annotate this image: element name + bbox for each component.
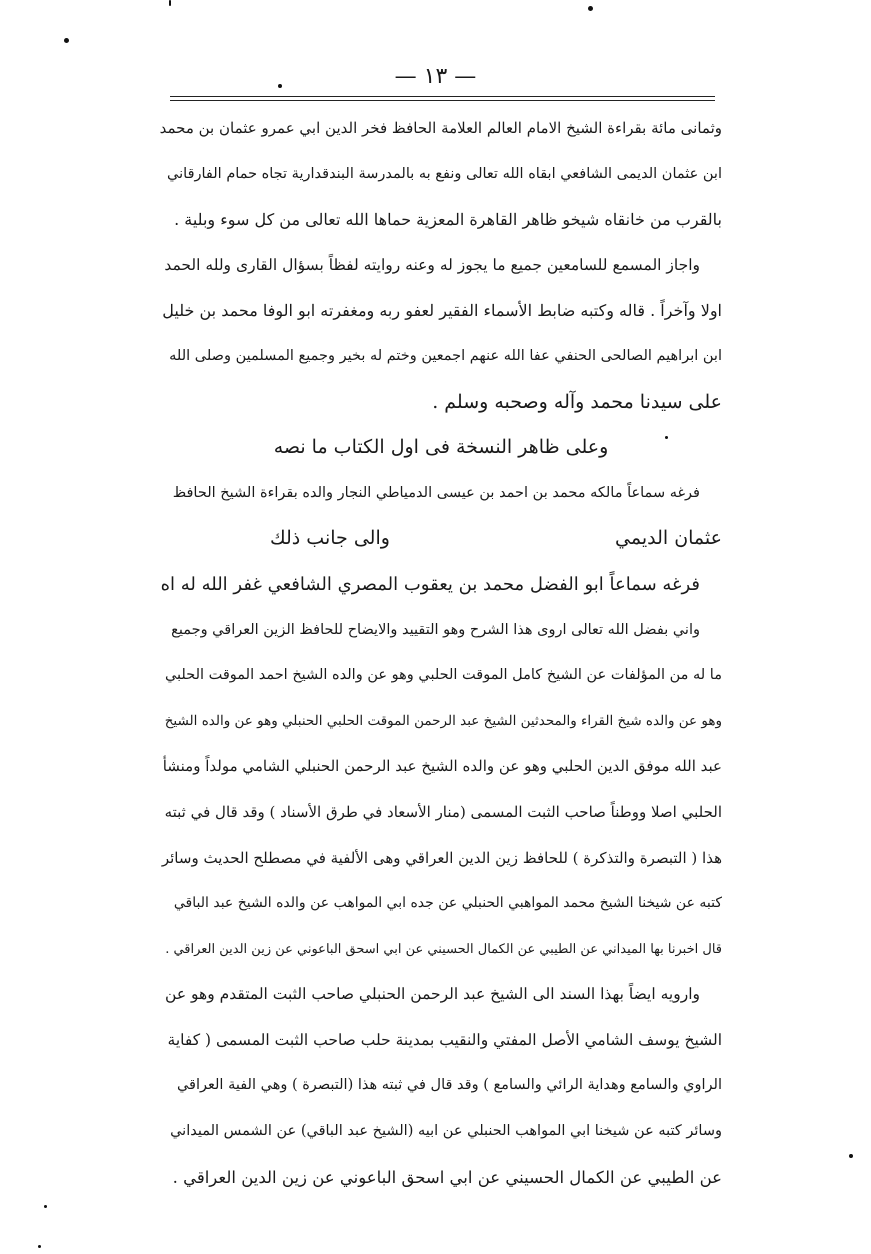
text-line: عبد الله موفق الدين الحلبي وهو عن والده الشيخ عبد الرحمن الحنبلي الشامي مولداً ومنشأ xyxy=(162,757,722,776)
scan-speck xyxy=(169,0,171,6)
text-line: فرغه سماعاً مالكه محمد بن احمد بن عيسى الدمياطي النجار والده بقراءة الشيخ الحافظ xyxy=(172,484,700,501)
section-heading: وعلى ظاهر النسخة فى اول الكتاب ما نصه xyxy=(273,436,609,459)
text-line: اولا وآخراً . قاله وكتبه ضابط الأسماء الفقير لعفو ربه ومغفرته ابو الوفا محمد بن خليل xyxy=(162,301,722,321)
text-line: وسائر كتبه عن شيخنا ابي المواهب الحنبلي عن ابيه (الشيخ عبد الباقي) عن الشمس الميداني xyxy=(170,1123,722,1140)
text-line: ابن عثمان الديمى الشافعي ابقاه الله تعالى ونفع به بالمدرسة البندقدارية تجاه حمام الفارقاني xyxy=(167,165,722,182)
text-line: وثمانى مائة بقراءة الشيخ الامام العالم العلامة الحافظ فخر الدين ابي عمرو عثمان بن محمد xyxy=(160,119,722,137)
text-line: عن الطيبي عن الكمال الحسيني عن ابي اسحق الباعوني عن زين الدين العراقي . xyxy=(172,1167,722,1187)
text-line: ابن ابراهيم الصالحى الحنفي عفا الله عنهم اجمعين وختم له بخير وجميع المسلمين وصلى الله xyxy=(169,347,722,364)
text-line: وارويه ايضاً بهذا السند الى الشيخ عبد الرحمن الحنبلي صاحب الثبت المتقدم وهو عن xyxy=(165,985,700,1004)
text-line: على سيدنا محمد وآله وصحبه وسلم . xyxy=(432,390,722,413)
header-rule-thin xyxy=(170,100,715,101)
text-segment: والى جانب ذلك xyxy=(270,527,390,550)
text-line: وهو عن والده شيخ القراء والمحدثين الشيخ عبد الرحمن الموقت الحلبي الحنبلي وهو عن والده الشيخ xyxy=(164,712,722,729)
text-line: واني بفضل الله تعالى اروى هذا الشرح وهو التقييد والايضاح للحافظ الزين العراقي وجميع xyxy=(171,621,700,638)
text-line: كتبه عن شيخنا الشيخ محمد المواهبي الحنبلي عن جده ابي المواهب عن والده الشيخ عبد الباقي xyxy=(173,895,722,912)
page-number: — ١٣ — xyxy=(394,64,477,89)
scan-speck xyxy=(588,6,593,11)
text-line: الحلبي اصلا ووطناً صاحب الثبت المسمى (منار الأسعاد في طرق الأسناد ) وقد قال في ثبته xyxy=(164,802,722,821)
text-line: واجاز المسمع للسامعين جميع ما يجوز له وعنه روايته لفظاً بسؤال القارى ولله الحمد xyxy=(164,255,700,274)
text-line: هذا ( التبصرة والتذكرة ) للحافظ زين الدين العراقي وهى الألفية في مصطلح الحديث وسائر xyxy=(161,848,722,867)
header-rule xyxy=(170,96,715,97)
body-text xyxy=(160,106,722,1200)
text-line: قال اخبرنا بها الميداني عن الطيبي عن الكمال الحسيني عن ابي اسحق الباعوني عن زين الدين العراقي . xyxy=(165,941,722,957)
scan-speck xyxy=(64,38,69,43)
scan-speck xyxy=(849,1154,853,1158)
text-line: فرغه سماعاً ابو الفضل محمد بن يعقوب المصري الشافعي غفر الله له اه xyxy=(160,573,700,595)
scan-speck xyxy=(665,436,668,439)
scan-speck xyxy=(38,1245,41,1248)
text-segment: عثمان الديمي xyxy=(615,527,722,550)
text-line: الشيخ يوسف الشامي الأصل المفتي والنقيب بمدينة حلب صاحب الثبت المسمى ( كفاية xyxy=(167,1030,722,1049)
text-line: بالقرب من خانقاه شيخو ظاهر القاهرة المعزية حماها الله تعالى من كل سوء وبلية . xyxy=(174,210,722,230)
text-line-split xyxy=(160,516,722,562)
text-line: ما له من المؤلفات عن الشيخ كامل الموقت الحلبي وهو عن والده الشيخ احمد الموقت الحلبي xyxy=(164,667,722,684)
scan-speck xyxy=(44,1205,47,1208)
scan-speck xyxy=(278,84,282,88)
text-line: الراوي والسامع وهداية الرائي والسامع ) وقد قال في ثبته هذا (التبصرة ) وهي الفية العراقي xyxy=(176,1077,722,1094)
